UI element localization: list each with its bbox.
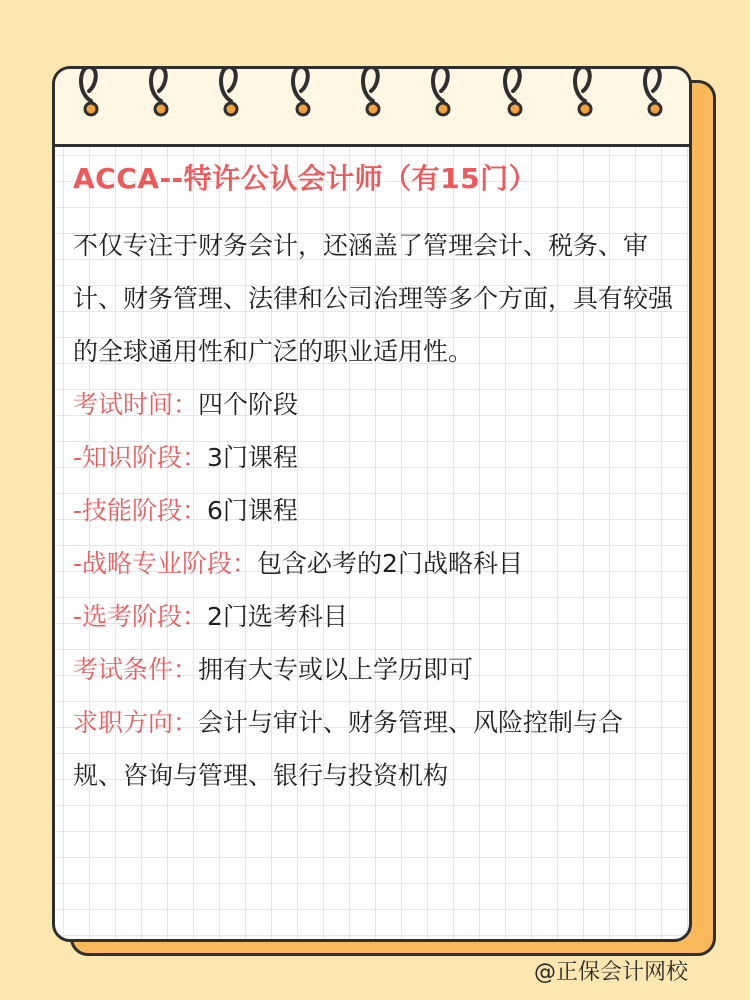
info-value: 2门选考科目 [207,602,348,631]
info-row [73,643,673,696]
info-label: -选考阶段： [73,602,208,631]
info-value: 拥有大专或以上学历即可 [198,655,474,684]
spiral-ring-icon [427,66,455,133]
info-row [73,696,673,802]
info-label: 考试条件： [73,655,199,684]
spiral-ring-icon [215,66,243,133]
info-value: 6门课程 [207,496,298,525]
content-body [73,219,673,802]
info-row [73,484,673,537]
info-label: 求职方向： [73,708,199,737]
info-label: -技能阶段： [73,496,208,525]
spiral-ring-icon [639,66,667,133]
notebook-card [52,66,692,942]
spiral-ring-icon [569,66,597,133]
info-row [73,378,673,431]
info-row [73,590,673,643]
info-value: 包含必考的2门战略科目 [257,549,523,578]
info-label: -知识阶段： [73,443,208,472]
info-value: 四个阶段 [198,390,299,419]
intro-paragraph: 不仅专注于财务会计，还涵盖了管理会计、税务、审计、财务管理、法律和公司治理等多个方面，具有较强的全球通用性和广泛的职业适用性。 [73,231,674,366]
info-value: 3门课程 [207,443,298,472]
source-watermark: @正保会计网校 [533,960,688,985]
page-title: ACCA--特许公认会计师（有15门） [73,162,538,195]
info-row [73,537,673,590]
spiral-ring-icon [75,66,103,133]
info-row [73,431,673,484]
spiral-ring-icon [499,66,527,133]
info-value: 会计与审计、财务管理、风险控制与合规、咨询与管理、银行与投资机构 [73,708,624,790]
info-label: -战略专业阶段： [73,549,258,578]
spiral-ring-icon [287,66,315,133]
spiral-ring-icon [357,66,385,133]
info-label: 考试时间： [73,390,199,419]
spiral-ring-icon [145,66,173,133]
notebook-binding-strip [55,69,689,147]
